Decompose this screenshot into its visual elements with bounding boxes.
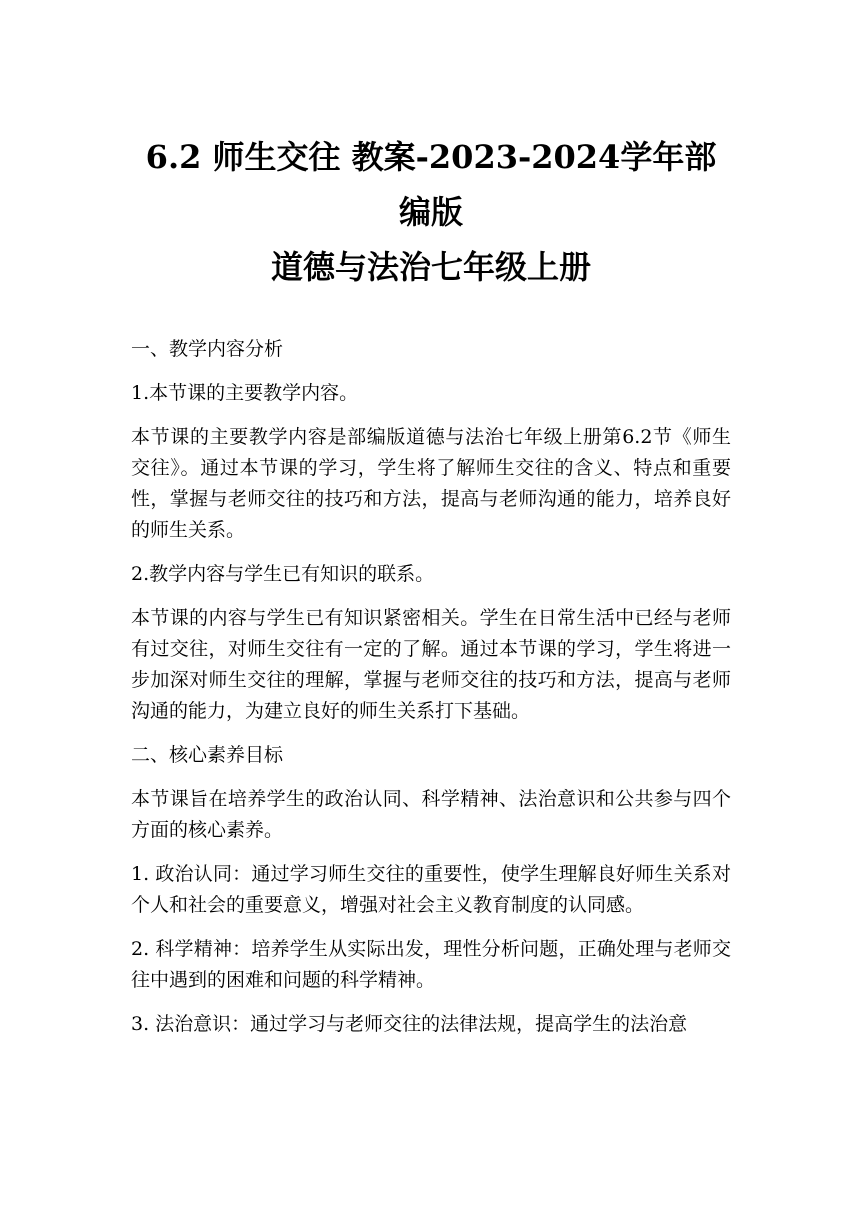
section-heading-content-analysis: 一、教学内容分析: [131, 338, 284, 360]
document-body: [131, 334, 731, 1040]
list-item-rule-of-law: 3. 法治意识：通过学习与老师交往的法律法规，提高学生的法治意: [131, 1013, 688, 1035]
title-line-2: 道德与法治七年级上册: [270, 248, 591, 286]
document-page: [131, 130, 731, 1053]
list-item-scientific-spirit: 2. 科学精神：培养学生从实际出发，理性分析问题，正确处理与老师交往中遇到的困难和问题的科学精神。: [131, 938, 731, 991]
paragraph-main-content: 本节课的主要教学内容是部编版道德与法治七年级上册第6.2节《师生交往》。通过本节课的学习，学生将了解师生交往的含义、特点和重要性，掌握与老师交往的技巧和方法，提高与老师沟通的能力，培养良好的师生关系。: [131, 426, 731, 541]
paragraph-core-literacy-intro: 本节课旨在培养学生的政治认同、科学精神、法治意识和公共参与四个方面的核心素养。: [131, 788, 731, 841]
list-item-political-identity: 1. 政治认同：通过学习师生交往的重要性，使学生理解良好师生关系对个人和社会的重要意义，增强对社会主义教育制度的认同感。: [131, 863, 731, 916]
title-line-1: 6.2 师生交往 教案-2023-2024学年部编版: [145, 138, 717, 231]
subheading-prior-knowledge: 2.教学内容与学生已有知识的联系。: [131, 563, 435, 585]
document-title: [131, 130, 731, 295]
paragraph-prior-knowledge: 本节课的内容与学生已有知识紧密相关。学生在日常生活中已经与老师有过交往，对师生交往有一定的了解。通过本节课的学习，学生将进一步加深对师生交往的理解，掌握与老师交往的技巧和方法，提高与老师沟通的能力，为建立良好的师生关系打下基础。: [131, 607, 731, 722]
section-heading-core-literacy: 二、核心素养目标: [131, 744, 284, 766]
subheading-main-content: 1.本节课的主要教学内容。: [131, 382, 359, 404]
